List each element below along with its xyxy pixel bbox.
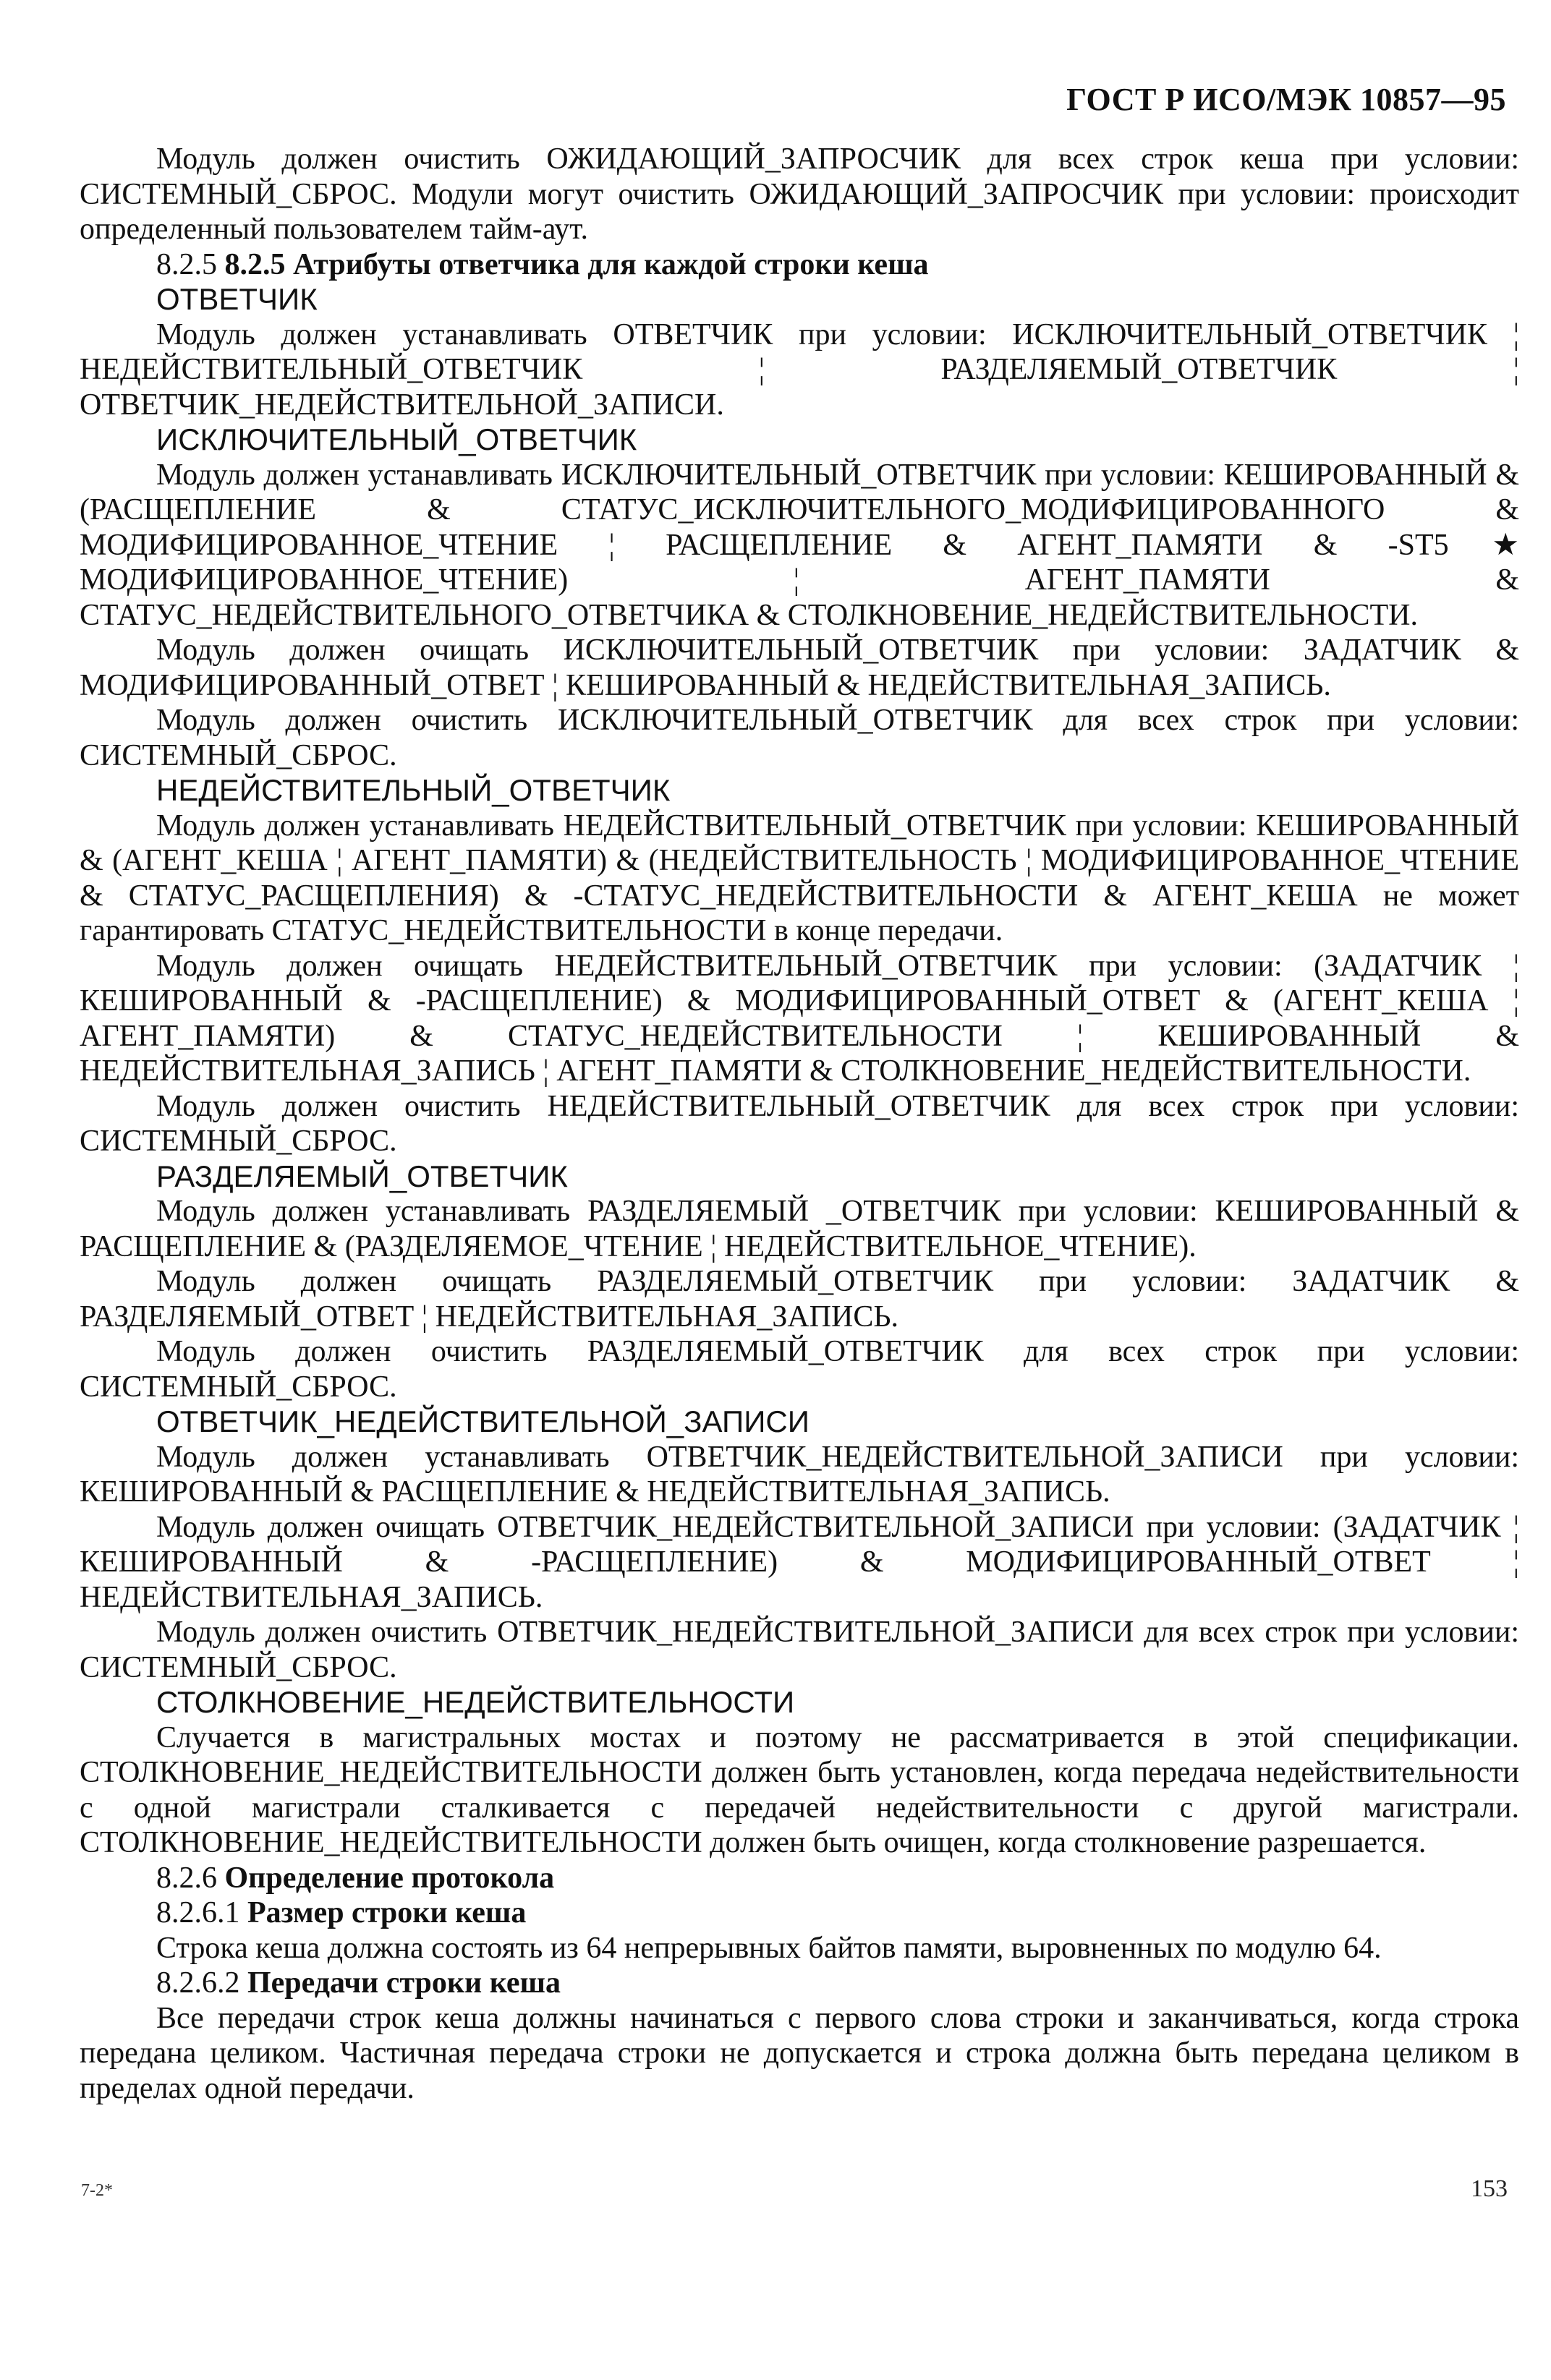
paragraph: Все передачи строк кеша должны начинаться с первого слова строки и заканчиваться, когда строка передана целиком. Частичная передача строки не допускается и строка должна быть передана целиком в пределах одной передачи.: [80, 2001, 1519, 2105]
section-number: 8.2.6.2: [156, 1966, 240, 2000]
term-heading: НЕДЕЙСТВИТЕЛЬНЫЙ_ОТВЕТЧИК: [156, 773, 671, 807]
paragraph: Модуль должен очистить НЕДЕЙСТВИТЕЛЬНЫЙ_ОТВЕТЧИК для всех строк при условии: СИСТЕМНЫЙ_СБРОС.: [80, 1089, 1519, 1158]
document-body: [80, 142, 1519, 2106]
paragraph: Модуль должен очистить ИСКЛЮЧИТЕЛЬНЫЙ_ОТВЕТЧИК для всех строк при условии: СИСТЕМНЫЙ_СБРОС.: [80, 704, 1519, 772]
paragraph: Модуль должен устанавливать ИСКЛЮЧИТЕЛЬНЫЙ_ОТВЕТЧИК при условии: КЕШИРОВАННЫЙ & (РАСЩЕПЛЕНИЕ & СТАТУС_ИСКЛЮЧИТЕЛЬНОГО_МОДИФИЦИРОВАННОГО & МОДИФИЦИРОВАННОЕ_ЧТЕНИЕ ¦ РАСЩЕПЛЕНИЕ & АГЕНТ_ПАМЯТИ & -ST5★ МОДИФИЦИРОВАННОЕ_ЧТЕНИЕ) ¦ АГЕНТ_ПАМЯТИ & СТАТУС_НЕДЕЙСТВИТЕЛЬНОГО_ОТВЕТЧИКА & СТОЛКНОВЕНИЕ_НЕДЕЙСТВИТЕЛЬНОСТИ.: [80, 458, 1519, 632]
term-heading: ОТВЕТЧИК: [156, 282, 318, 316]
section-title: Определение протокола: [224, 1861, 555, 1895]
section-number: 8.2.6: [156, 1861, 217, 1895]
paragraph: Модуль должен устанавливать НЕДЕЙСТВИТЕЛЬНЫЙ_ОТВЕТЧИК при условии: КЕШИРОВАННЫЙ & (АГЕНТ_КЕША ¦ АГЕНТ_ПАМЯТИ) & (НЕДЕЙСТВИТЕЛЬНОСТЬ ¦ МОДИФИЦИРОВАННОЕ_ЧТЕНИЕ & СТАТУС_РАСЩЕПЛЕНИЯ) & -СТАТУС_НЕДЕЙСТВИТЕЛЬНОСТИ & АГЕНТ_КЕША не может гарантировать СТАТУС_НЕДЕЙСТВИТЕЛЬНОСТИ в конце передачи.: [80, 809, 1519, 947]
term-heading: РАЗДЕЛЯЕМЫЙ_ОТВЕТЧИК: [156, 1159, 568, 1193]
signature-mark: 7-2*: [81, 2181, 113, 2200]
term-heading: ОТВЕТЧИК_НЕДЕЙСТВИТЕЛЬНОЙ_ЗАПИСИ: [156, 1404, 810, 1438]
term-heading: ИСКЛЮЧИТЕЛЬНЫЙ_ОТВЕТЧИК: [156, 422, 637, 456]
paragraph: Модуль должен очищать ИСКЛЮЧИТЕЛЬНЫЙ_ОТВЕТЧИК при условии: ЗАДАТЧИК & МОДИФИЦИРОВАННЫЙ_ОТВЕТ ¦ КЕШИРОВАННЫЙ & НЕДЕЙСТВИТЕЛЬНАЯ_ЗАПИСЬ.: [80, 634, 1519, 702]
page-number: 153: [1471, 2175, 1508, 2202]
section-heading-8-2-6-2: [80, 1966, 1519, 2001]
paragraph: Модуль должен очистить ОТВЕТЧИК_НЕДЕЙСТВИТЕЛЬНОЙ_ЗАПИСИ для всех строк при условии: СИСТЕМНЫЙ_СБРОС.: [80, 1616, 1519, 1684]
paragraph: Модуль должен устанавливать ОТВЕТЧИК_НЕДЕЙСТВИТЕЛЬНОЙ_ЗАПИСИ при условии: КЕШИРОВАННЫЙ & РАСЩЕПЛЕНИЕ & НЕДЕЙСТВИТЕЛЬНАЯ_ЗАПИСЬ.: [80, 1440, 1519, 1509]
standard-header: ГОСТ Р ИСО/МЭК 10857—95: [1066, 82, 1506, 117]
section-title: Размер строки кеша: [247, 1896, 527, 1929]
section-heading-8-2-6: [80, 1861, 1519, 1896]
paragraph: Модуль должен устанавливать ОТВЕТЧИК при условии: ИСКЛЮЧИТЕЛЬНЫЙ_ОТВЕТЧИК ¦ НЕДЕЙСТВИТЕЛЬНЫЙ_ОТВЕТЧИК ¦ РАЗДЕЛЯЕМЫЙ_ОТВЕТЧИК ¦ ОТВЕТЧИК_НЕДЕЙСТВИТЕЛЬНОЙ_ЗАПИСИ.: [80, 317, 1519, 422]
paragraph: Модуль должен устанавливать РАЗДЕЛЯЕМЫЙ _ОТВЕТЧИК при условии: КЕШИРОВАННЫЙ & РАСЩЕПЛЕНИЕ & (РАЗДЕЛЯЕМОЕ_ЧТЕНИЕ ¦ НЕДЕЙСТВИТЕЛЬНОЕ_ЧТЕНИЕ).: [80, 1195, 1519, 1263]
paragraph: Модуль должен очищать НЕДЕЙСТВИТЕЛЬНЫЙ_ОТВЕТЧИК при условии: (ЗАДАТЧИК ¦ КЕШИРОВАННЫЙ & -РАСЩЕПЛЕНИЕ) & МОДИФИЦИРОВАННЫЙ_ОТВЕТ & (АГЕНТ_КЕША ¦ АГЕНТ_ПАМЯТИ) & СТАТУС_НЕДЕЙСТВИТЕЛЬНОСТИ ¦ КЕШИРОВАННЫЙ & НЕДЕЙСТВИТЕЛЬНАЯ_ЗАПИСЬ ¦ АГЕНТ_ПАМЯТИ & СТОЛКНОВЕНИЕ_НЕДЕЙСТВИТЕЛЬНОСТИ.: [80, 949, 1519, 1088]
section-number: 8.2.5: [156, 247, 217, 281]
section-heading-8-2-6-1: [80, 1895, 1519, 1931]
term-heading: СТОЛКНОВЕНИЕ_НЕДЕЙСТВИТЕЛЬНОСТИ: [156, 1685, 795, 1719]
paragraph: Модуль должен очищать ОТВЕТЧИК_НЕДЕЙСТВИТЕЛЬНОЙ_ЗАПИСИ при условии: (ЗАДАТЧИК ¦ КЕШИРОВАННЫЙ & -РАСЩЕПЛЕНИЕ) & МОДИФИЦИРОВАННЫЙ_ОТВЕТ ¦ НЕДЕЙСТВИТЕЛЬНАЯ_ЗАПИСЬ.: [80, 1510, 1519, 1614]
paragraph: Строка кеша должна состоять из 64 непрерывных байтов памяти, выровненных по модулю 64.: [156, 1931, 1382, 1965]
paragraph: Случается в магистральных мостах и поэтому не рассматривается в этой спецификации. СТОЛКНОВЕНИЕ_НЕДЕЙСТВИТЕЛЬНОСТИ должен быть установлен, когда передача недействительности с одной магистрали сталкивается с передачей недействительности с другой магистрали. СТОЛКНОВЕНИЕ_НЕДЕЙСТВИТЕЛЬНОСТИ должен быть очищен, когда столкновение разрешается.: [80, 1720, 1519, 1859]
section-number: 8.2.6.1: [156, 1896, 240, 1929]
section-title: Передачи строки кеша: [247, 1966, 561, 2000]
section-title: 8.2.5 Атрибуты ответчика для каждой строки кеша: [224, 247, 929, 281]
paragraph: Модуль должен очищать РАЗДЕЛЯЕМЫЙ_ОТВЕТЧИК при условии: ЗАДАТЧИК & РАЗДЕЛЯЕМЫЙ_ОТВЕТ ¦ НЕДЕЙСТВИТЕЛЬНАЯ_ЗАПИСЬ.: [80, 1265, 1519, 1334]
paragraph: Модуль должен очистить ОЖИДАЮЩИЙ_ЗАПРОСЧИК для всех строк кеша при условии: СИСТЕМНЫЙ_СБРОС. Модули могут очистить ОЖИДАЮЩИЙ_ЗАПРОСЧИК при условии: происходит определенный пользователем тайм-аут.: [80, 142, 1519, 246]
section-heading-8-2-5: [80, 247, 1519, 283]
paragraph: Модуль должен очистить РАЗДЕЛЯЕМЫЙ_ОТВЕТЧИК для всех строк при условии: СИСТЕМНЫЙ_СБРОС.: [80, 1335, 1519, 1404]
